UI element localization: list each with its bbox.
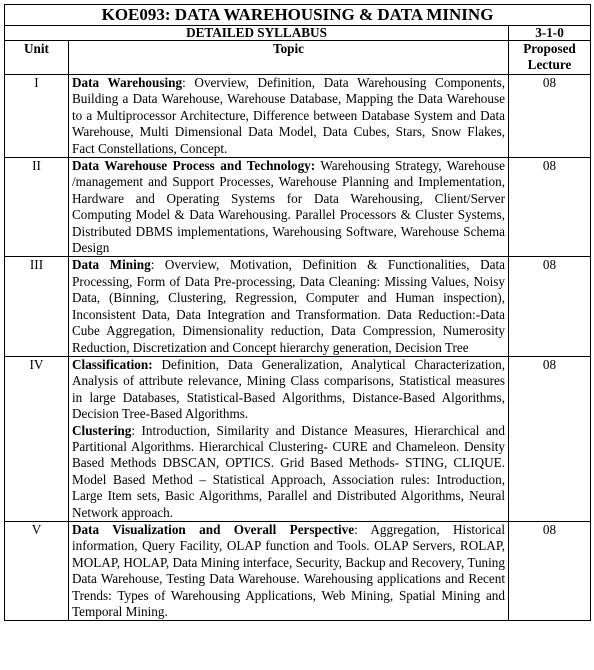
proposed-lectures: 08 (509, 158, 591, 257)
topic-section (72, 522, 505, 620)
syllabus-rows (5, 75, 591, 621)
title-row (5, 5, 591, 26)
topic-heading: Data Mining (72, 257, 151, 273)
topic-heading: Clustering (72, 422, 132, 438)
topic-heading: Classification: (72, 356, 153, 372)
topic-text: Definition, Data Generalization, Analytical Characterization, Analysis of attribute relevance, Mining Class comparisons, Statistical measures in large Databases, Statistical-Based Algorithms, Distance-Based Algorithms, Decision Tree-Based Algorithms. (72, 356, 505, 422)
proposed-lectures: 08 (509, 257, 591, 356)
topic-text: : Aggregation, Historical information, Query Facility, OLAP function and Tools. OLAP Servers, ROLAP, MOLAP, HOLAP, Data Mining interface, Security, Backup and Recovery, Tuning Data Warehouse, Testing Data Warehouse. Warehousing applications and Recent Trends: Types of Warehousing Applications, Web Mining, Spatial Mining and Temporal Mining. (72, 521, 506, 619)
topic-text: : Introduction, Similarity and Distance Measures, Hierarchical and Partitional Algorithms. Hierarchical Clustering- CURE and Chameleon. Density Based Methods DBSCAN, OPTICS. Grid Based Methods- STING, CLIQUE. Model Based Method – Statistical Approach, Association rules: Introduction, Large Item sets, Basic Algorithms, Parallel and Distributed Algorithms, Neural Network approach. (72, 422, 505, 520)
unit-row (5, 75, 591, 158)
course-title: KOE093: DATA WAREHOUSING & DATA MINING (5, 5, 591, 26)
topic-heading: Data Warehouse Process and Technology: (72, 158, 316, 174)
unit-number: I (5, 75, 69, 158)
ltp-credits: 3-1-0 (509, 26, 591, 41)
lecture-header-line1: Proposed (523, 41, 576, 56)
unit-topic (69, 158, 509, 257)
topic-heading: Data Warehousing (72, 75, 183, 90)
proposed-lectures: 08 (509, 356, 591, 521)
proposed-lectures: 08 (509, 75, 591, 158)
unit-row (5, 158, 591, 257)
unit-number: II (5, 158, 69, 257)
header-row (5, 41, 591, 75)
topic-section (72, 423, 505, 521)
unit-row (5, 257, 591, 356)
topic-section (72, 158, 505, 256)
topic-header: Topic (69, 41, 509, 75)
topic-text: : Overview, Definition, Data Warehousing Components, Building a Data Warehouse, Warehouse Database, Mapping the Data Warehouse to a Multiprocessor Architecture, Difference between Database System and Data Warehouse, Multi Dimensional Data Model, Data Cubes, Stars, Snow Flakes, Fact Constellations, Concept. (72, 75, 505, 156)
topic-section (72, 75, 505, 157)
lecture-header-line2: Lecture (527, 57, 572, 73)
topic-section (72, 257, 505, 355)
unit-topic (69, 521, 509, 620)
syllabus-subtitle: DETAILED SYLLABUS (5, 26, 509, 41)
unit-row (5, 356, 591, 521)
subtitle-row (5, 26, 591, 41)
unit-number: IV (5, 356, 69, 521)
topic-heading: Data Visualization and Overall Perspective (72, 521, 355, 537)
topic-text: : Overview, Motivation, Definition & Functionalities, Data Processing, Form of Data Pre-processing, Data Cleaning: Missing Values, Noisy Data, (Binning, Clustering, Regression, Computer and Human inspection), Inconsistent Data, Data Integration and Transformation. Data Reduction:-Data Cube Aggregation, Dimensionality reduction, Data Compression, Numerosity Reduction, Discretization and Concept hierarchy generation, Decision Tree (72, 257, 506, 355)
unit-topic (69, 75, 509, 158)
unit-number: III (5, 257, 69, 356)
proposed-lectures: 08 (509, 521, 591, 620)
lecture-header (509, 41, 591, 75)
syllabus-table (4, 4, 591, 621)
unit-number: V (5, 521, 69, 620)
unit-row (5, 521, 591, 620)
topic-section (72, 357, 505, 423)
unit-header: Unit (5, 41, 69, 75)
unit-topic (69, 257, 509, 356)
unit-topic (69, 356, 509, 521)
topic-text: Warehousing Strategy, Warehouse /management and Support Processes, Warehouse Planning and Implementation, Hardware and Operating Systems for Data Warehousing, Client/Server Computing Model & Data Warehousing. Parallel Processors & Cluster Systems, Distributed DBMS implementations, Warehousing Software, Warehouse Schema Design (72, 158, 506, 256)
